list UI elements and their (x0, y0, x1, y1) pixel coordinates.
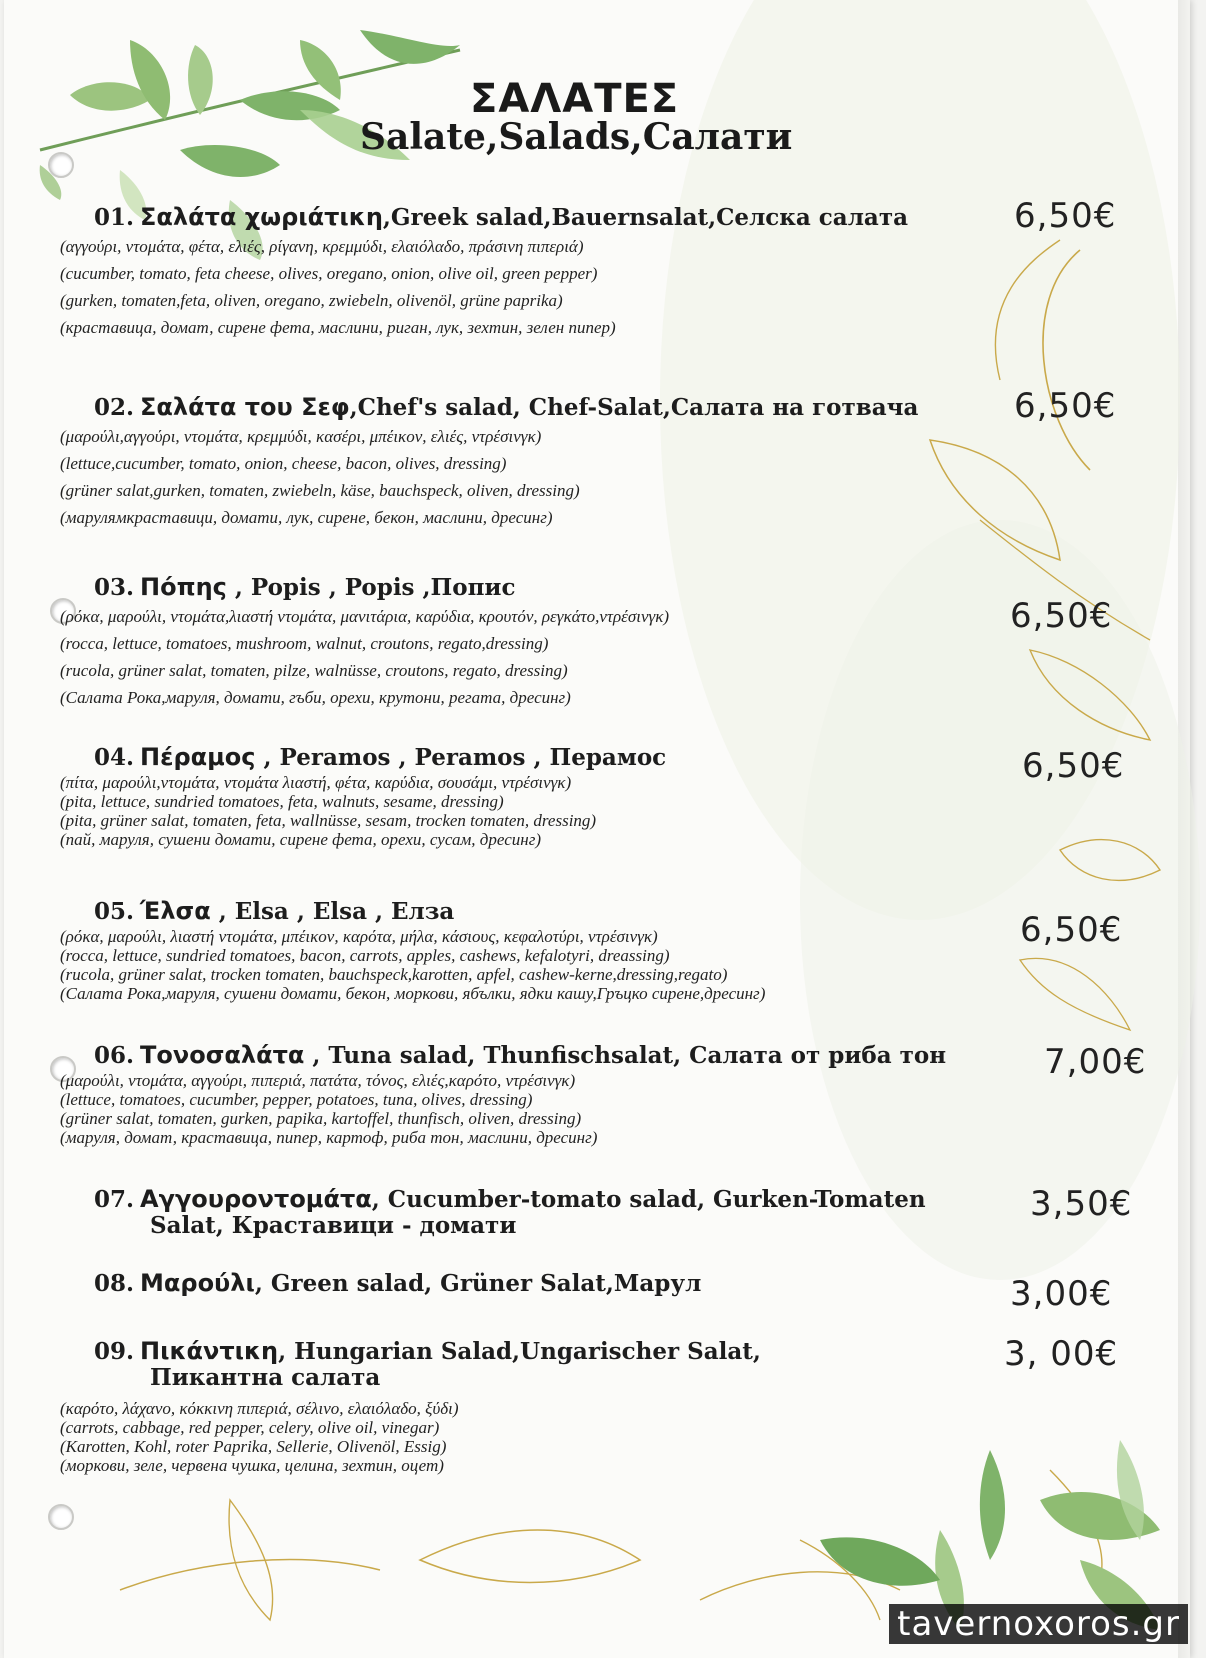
ingredients-en: (rocca, lettuce, sundried tomatoes, bacon, carrots, apples, cashews, kefalotyri, dreassing) (60, 946, 670, 965)
item-title: 06. Τονοσαλάτα , Tuna salad, Thunfischsalat, Салата от риба тон (94, 1041, 947, 1069)
item-price: 6,50€ (1022, 746, 1125, 786)
menu-item (60, 392, 960, 531)
item-price: 6,50€ (1020, 910, 1123, 950)
ingredients-bg: (марулямкраставици, домати, лук, сирене, бекон, маслини, дресинг) (60, 508, 553, 527)
ingredients-de: (pita, grüner salat, tomaten, feta, wallnüsse, sesam, trocken tomaten, dressing) (60, 811, 597, 830)
ingredients-en: (rocca, lettuce, tomatoes, mushroom, walnut, croutons, regato,dressing) (60, 634, 549, 653)
menu-item (60, 572, 960, 711)
item-title: 01. Σαλάτα χωριάτικη,Greek salad,Bauernsalat,Селска салата (94, 203, 908, 231)
menu-item (60, 1268, 960, 1299)
item-title: 09. Πικάντικη, Hungarian Salad,Ungarischer Salat, Пикантна салата (94, 1337, 761, 1391)
menu-item (60, 1040, 960, 1147)
item-title: 04. Πέραμος , Peramos , Peramos , Перамос (94, 743, 667, 771)
ingredients-gr: (μαρούλι,αγγούρι, ντομάτα, κρεμμύδι, κασέρι, μπέικον, ελιές, ντρέσινγκ) (60, 427, 542, 446)
menu-item (60, 202, 960, 341)
menu-item (60, 1184, 960, 1241)
item-price: 6,50€ (1014, 386, 1117, 426)
binder-hole (48, 1504, 74, 1530)
ingredients-en: (carrots, cabbage, red pepper, celery, olive oil, vinegar) (60, 1418, 440, 1437)
ingredients-de: (rucola, grüner salat, tomaten, pilze, walnüsse, croutons, regato, dressing) (60, 661, 568, 680)
ingredients-bg: (пай, маруля, сушени домати, сирене фета, орехи, сусам, дресинг) (60, 830, 541, 849)
item-price: 3,00€ (1010, 1274, 1113, 1314)
ingredients-de: (gurken, tomaten,feta, oliven, oregano, zwiebeln, olivenöl, grüne paprika) (60, 291, 563, 310)
ingredients-de: (grüner salat,gurken, tomaten, zwiebeln, käse, bauchspeck, oliven, dressing) (60, 481, 580, 500)
ingredients-gr: (ρόκα, μαρούλι, ντομάτα,λιαστή ντομάτα, μανιτάρια, καρύδια, κρουτόν, ρεγκάτο,ντρέσινγκ) (60, 607, 670, 626)
ingredients-bg: (Салата Рока,маруля, домати, гъби, орехи, крутони, регата, дресинг) (60, 688, 571, 707)
item-title: 05. Έλσα , Elsa , Elsa , Елза (94, 897, 455, 925)
item-price: 3, 00€ (1004, 1334, 1119, 1374)
ingredients-bg: (моркови, зеле, червена чушка, целина, зехтин, оцет) (60, 1456, 444, 1475)
ingredients-gr: (ρόκα, μαρούλι, λιαστή ντομάτα, μπέικον, καρότα, μήλα, κάσιους, κεφαλοτύρι, ντρέσινγκ) (60, 927, 658, 946)
ingredients-gr: (μαρούλι, ντομάτα, αγγούρι, πιπεριά, πατάτα, τόνος, ελιές,καρότο, ντρέσινγκ) (60, 1071, 576, 1090)
item-price: 3,50€ (1030, 1184, 1133, 1224)
ingredients-gr: (πίτα, μαρούλι,ντομάτα, ντομάτα λιαστή, φέτα, καρύδια, σουσάμι, ντρέσινγκ) (60, 773, 572, 792)
item-price: 6,50€ (1010, 596, 1113, 636)
item-title: 02. Σαλάτα του Σεφ,Chef's salad, Chef-Salat,Салата на готвача (94, 393, 919, 421)
item-price: 6,50€ (1014, 196, 1117, 236)
page-subtitle: Salate,Salads,Салати (360, 116, 793, 158)
item-title: 08. Μαρούλι, Green salad, Grüner Salat,Марул (94, 1269, 702, 1297)
item-title: 03. Πόπης , Popis , Popis ,Попис (94, 573, 516, 601)
ingredients-en: (lettuce, tomatoes, cucumber, pepper, potatoes, tuna, olives, dressing) (60, 1090, 533, 1109)
ingredients-gr: (καρότο, λάχανο, κόκκινη πιπεριά, σέλινο, ελαιόλαδο, ξύδι) (60, 1399, 459, 1418)
item-title: 07. Αγγουροντομάτα, Cucumber-tomato salad, Gurken-Tomaten Salat, Краставици - домати (94, 1185, 926, 1239)
ingredients-de: (grüner salat, tomaten, gurken, papika, kartoffel, thunfisch, oliven, dressing) (60, 1109, 582, 1128)
menu-item (60, 896, 960, 1003)
ingredients-de: (Karotten, Kohl, roter Paprika, Sellerie, Olivenöl, Essig) (60, 1437, 447, 1456)
binder-hole (48, 152, 74, 178)
menu-item (60, 1336, 960, 1475)
ingredients-en: (lettuce,cucumber, tomato, onion, cheese, bacon, olives, dressing) (60, 454, 507, 473)
item-price: 7,00€ (1044, 1042, 1147, 1082)
ingredients-en: (cucumber, tomato, feta cheese, olives, oregano, onion, olive oil, green pepper) (60, 264, 598, 283)
ingredients-bg: (Салата Рока,маруля, сушени домати, бекон, моркови, ябълки, ядки кашу,Гръцко сирене,дресинг) (60, 984, 766, 1003)
ingredients-en: (pita, lettuce, sundried tomatoes, feta, walnuts, sesame, dressing) (60, 792, 504, 811)
menu-item (60, 742, 960, 849)
page-title: ΣΑΛΑΤΕΣ (470, 76, 680, 122)
watermark: tavernoxoros.gr (889, 1604, 1188, 1644)
ingredients-bg: (маруля, домат, краставица, пипер, картоф, риба тон, маслини, дресинг) (60, 1128, 598, 1147)
ingredients-gr: (αγγούρι, ντομάτα, φέτα, ελιές, ρίγανη, κρεμμύδι, ελαιόλαδο, πράσινη πιπεριά) (60, 237, 584, 256)
ingredients-de: (rucola, grüner salat, trocken tomaten, bauchspeck,karotten, apfel, cashew-kerne,dressing,regato) (60, 965, 728, 984)
ingredients-bg: (краставица, домат, сирене фета, маслини, риган, лук, зехтин, зелен пипер) (60, 318, 616, 337)
